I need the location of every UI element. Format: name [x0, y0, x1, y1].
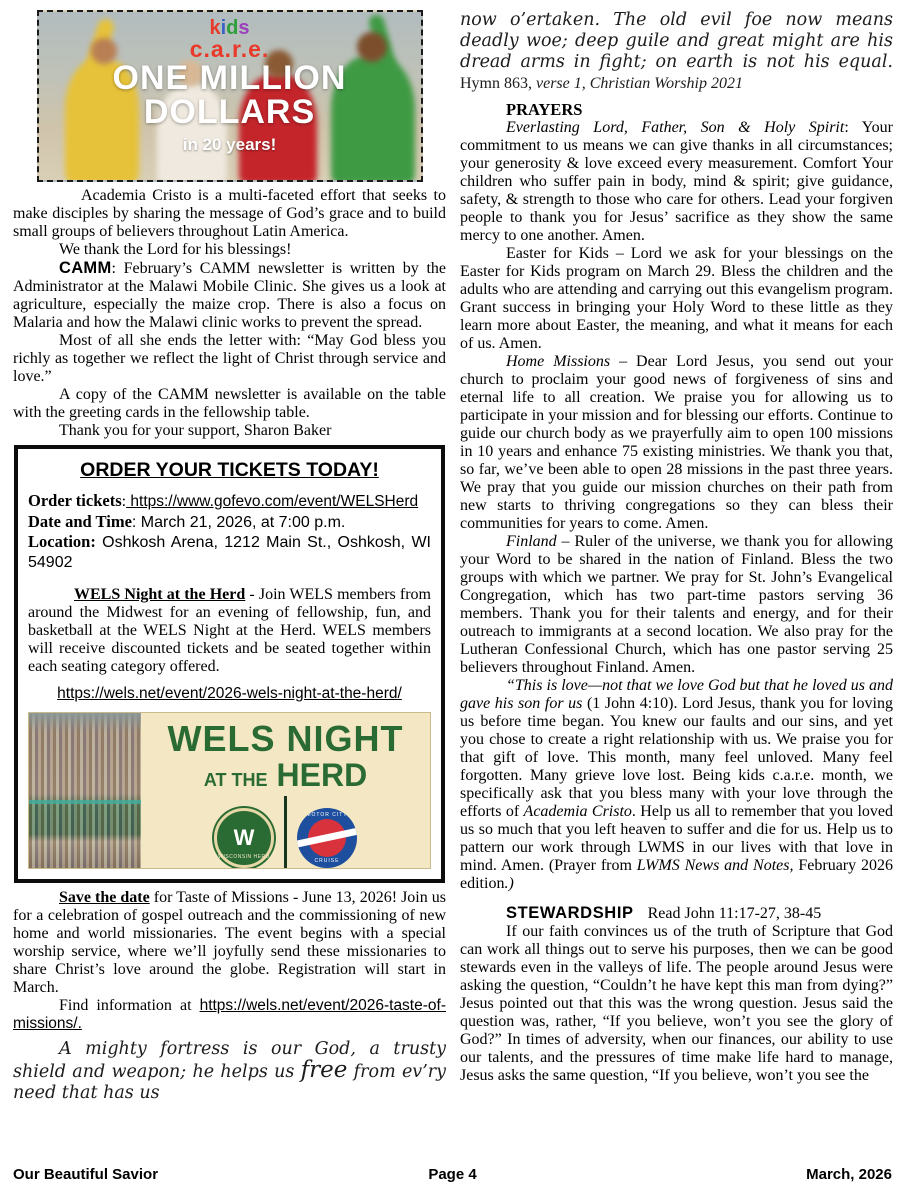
- date-time-label: Date and Time: [28, 511, 132, 531]
- kids-care-overlay: [39, 12, 421, 180]
- paragraph-academia-cristo: [13, 187, 446, 241]
- kids-logo-letter-i: i: [220, 17, 227, 39]
- academia-cristo-italic: Academia Cristo: [523, 803, 632, 820]
- text-run: : February’s CAMM newsletter is written by the Administrator at the Malawi Mobile Clinic. She gives us a look at agriculture, especially the maize crop. There is also a focus on Malaria and how the Malawi clinic works to prevent the spread.: [13, 260, 446, 331]
- stewardship-heading-line: [460, 904, 893, 923]
- text-run: A copy of the CAMM newsletter is available on the table with the greeting cards in the fellowship table.: [13, 386, 446, 421]
- text-run: – Dear Lord Jesus, you send out your church to proclaim your good news of forgiveness of sins and eternal life to all creation. We praise you for allowing us to participate in your mission and for blessing our efforts. Continue to guide our church body as we prayerfully aim to open 100 missions in 10 years and enhance 75 existing ministries. We thank you that, so far, we’ve been able to open 28 missions in the past three years. We pray that you guide our mission churches on their path from new starts to thriving congregations so they can bless their communities for years to come. Amen.: [460, 353, 893, 532]
- banner-text-area: [141, 713, 430, 868]
- motor-city-cruise-logo: [297, 808, 357, 868]
- paragraph-thanks: [13, 241, 446, 259]
- gofevo-link[interactable]: https://www.gofevo.com/event/WELSHerd: [126, 493, 419, 510]
- colon: :: [121, 493, 127, 510]
- headline-one-million: ONE MILLION: [112, 59, 347, 97]
- taste-of-missions-link[interactable]: https://wels.net/event/2026-taste-of-missions/.: [13, 997, 446, 1032]
- hymn-citation-italic: verse 1, Christian Worship 2021: [536, 75, 743, 92]
- text-run: Easter for Kids – Lord we ask for your blessings on the Easter for Kids program on March 29. Bless the children and the adults who are attending and carrying out this evangelism program. Grant success in bringing your Holy Word to these little as they learn more about Easter, the meaning, and what it means for each of us. Amen.: [460, 245, 893, 352]
- hymn-run: now o’ertaken. The old evil foe now means deadly woe; deep guile and great might are his dread arms in fight; on earth is not his equal.: [460, 10, 893, 72]
- stewardship-reading-ref: Read John 11:17-27, 38-45: [647, 905, 822, 922]
- hymn-citation: Hymn 863,: [460, 75, 536, 92]
- text-run: – Ruler of the universe, we thank you for allowing your Word to be shared in the nation of Finland. Bless the two groups with which we partner. We pray for St. John’s Evangelical Congregation, which has two part-time pastors serving 36 members. Thank you for their talents and energy, and for their outreach to immigrants at a second location. We also pray for the Lutheran Confessional Church, which has one pastor serving 25 believers throughout Finland. Amen.: [460, 533, 893, 676]
- page-footer: [13, 1166, 892, 1183]
- headline-dollars: DOLLARS: [143, 93, 316, 131]
- closing-paren-italic: .): [504, 875, 514, 892]
- stewardship-heading: STEWARDSHIP: [506, 904, 634, 922]
- location-line: [28, 532, 431, 572]
- hymn-run: A mighty fortress is our God, a trusty shield and weapon; he helps us: [13, 1039, 446, 1082]
- hymn-text-left: [13, 1039, 446, 1104]
- kids-logo-letter-s: s: [238, 17, 250, 39]
- herd-logo-text: WISCONSIN HERD: [218, 854, 270, 860]
- text-run: Find information at: [59, 997, 200, 1014]
- headline-years: in 20 years!: [182, 135, 277, 154]
- kids-logo-letter-k: k: [209, 17, 221, 39]
- text-run: . Help us all to remember that you loved us so much that you left heaven to suffer and die for us. Help us to pattern our work through LWMS in our lives with that love in mind. Amen. (Prayer from: [460, 803, 894, 874]
- paragraph-camm-copy: [13, 386, 446, 422]
- wels-night-link-line: [28, 685, 431, 703]
- text-run: : Your commitment to us means we can give thanks in all circumstances; your generosity & love exceed every measurement. Comfort Your children who suffer pain in body, mind & spirit; give guidance, safety, & strength to those who care for others. Lead your forgiven people to thank you for Jesus’ sacrifice as they show the same mercy to one another. Amen.: [460, 119, 893, 244]
- hymn-run: from ev’ry need that has us: [13, 1062, 447, 1103]
- text-run: Thank you for your support, Sharon Baker: [59, 422, 332, 439]
- paragraph-support: [13, 422, 446, 440]
- text-run: February 2026 edition: [460, 857, 894, 892]
- wels-night-link[interactable]: https://wels.net/event/2026-wels-night-at-the-herd/: [57, 685, 402, 702]
- text-run: - Join WELS members from around the Midwest for an evening of fellowship, fun, and basketball at the WELS Night at the Herd. WELS members will receive discounted tickets and be seated together within each seating category offered.: [28, 586, 432, 675]
- footer-date: March, 2026: [806, 1166, 892, 1183]
- paragraph-save-the-date: [13, 889, 446, 997]
- herd-logo-letter: W: [233, 825, 255, 850]
- hymn-text-right: [460, 10, 893, 94]
- text-run: (1 John 4:10). Lord Jesus, thank you for loving us before time began. You knew our faults and our sins, and yet you chose to create a right relationship with us. We praise you for that gift of love. This month, many feel unloved. Many feel forgotten. Many grieve love lost. Being kids c.a.r.e. month, we specifically ask that you bless many with your love through the efforts of: [460, 695, 894, 820]
- arena-rail: [29, 800, 141, 804]
- text-run: Academia Cristo is a multi-faceted effort that seeks to make disciples by sharing the message of God’s grace and to build small groups of believers throughout Latin America.: [13, 187, 446, 240]
- banner-title-line2: [204, 759, 367, 791]
- kids-logo-letter-d: d: [226, 17, 239, 39]
- cruise-logo-text-bottom: CRUISE: [314, 858, 340, 864]
- right-column: [460, 10, 893, 1104]
- care-logo-word: c.a.r.e.: [189, 36, 270, 62]
- cruise-logo-text-top: MOTOR CITY: [306, 812, 348, 818]
- logo-divider: [284, 796, 287, 869]
- prayer-this-is-love: [460, 677, 893, 893]
- wels-night-heading: WELS Night at the Herd: [74, 586, 246, 603]
- prayer-title-italic: Finland: [506, 533, 557, 550]
- save-the-date-label: Save the date: [59, 889, 150, 906]
- banner-herd: HERD: [276, 757, 368, 793]
- arena-crowd-photo: [29, 713, 141, 868]
- text-run: If our faith convinces us of the truth of Scripture that God can work all things out to serve his purposes, then we can be good stewards even in the valleys of life. The people around Jesus were asking the question, “Couldn’t he have kept this man from dying?” Jesus pointed out that this was the wrong question. Jesus said the question was, rather, “If you believe, won’t you see the glory of God?” In times of adversity, when our finances, our ability to use our talents, and the pressures of time make life hard to manage, Jesus asks the same question, “If you believe, won’t you see the: [460, 923, 893, 1084]
- wels-night-banner: [28, 712, 431, 869]
- banner-title-line1: WELS NIGHT: [167, 718, 404, 759]
- location-value: Oshkosh Arena, 1212 Main St., Oshkosh, WI 54902: [28, 534, 431, 571]
- footer-newsletter-name: Our Beautiful Savior: [13, 1166, 159, 1183]
- prayer-title-italic: Everlasting Lord, Father, Son & Holy Spirit: [506, 119, 845, 136]
- footer-page-number: Page 4: [428, 1166, 477, 1183]
- left-column: [13, 10, 446, 1104]
- banner-logos: [214, 796, 357, 869]
- prayer-finland: [460, 533, 893, 677]
- ticket-box-heading: ORDER YOUR TICKETS TODAY!: [80, 459, 379, 481]
- paragraph-wels-night: [28, 586, 431, 676]
- paragraph-camm: [13, 259, 446, 332]
- text-run: Most of all she ends the letter with: “May God bless you richly as together we reflect the light of Christ through service and love.”: [13, 332, 446, 385]
- order-tickets-line: [28, 491, 431, 512]
- prayer-everlasting: [460, 119, 893, 245]
- stewardship-body: [460, 923, 893, 1085]
- prayer-title-italic: Home Missions: [506, 353, 611, 370]
- text-run: We thank the Lord for his blessings!: [59, 241, 292, 258]
- paragraph-find-info: [13, 997, 446, 1033]
- kids-care-image: [37, 10, 423, 182]
- hymn-word-free: free: [300, 1057, 348, 1083]
- paragraph-letter-quote: [13, 332, 446, 386]
- camm-heading: CAMM: [59, 259, 112, 277]
- ticket-order-box: [14, 445, 445, 883]
- banner-at-the: AT THE: [203, 770, 268, 790]
- prayer-home-missions: [460, 353, 893, 533]
- location-label: Location:: [28, 532, 96, 551]
- scripture-quote-italic: “This is love—not that we love God but that he loved us and gave his son for us: [460, 677, 893, 712]
- wisconsin-herd-logo: [214, 808, 274, 868]
- prayers-heading: PRAYERS: [506, 100, 583, 119]
- prayer-easter-for-kids: [460, 245, 893, 353]
- order-tickets-label: Order tickets: [28, 491, 122, 510]
- date-time-line: [28, 512, 431, 533]
- date-time-value: : March 21, 2026, at 7:00 p.m.: [131, 513, 346, 531]
- text-run: for Taste of Missions - June 13, 2026! Join us for a celebration of gospel outreach and the commissioning of new home and world missionaries. The event begins with a special worship service, where we’ll joyfully send these missionaries to share Christ’s love around the globe. Registration will start in March.: [13, 889, 447, 996]
- lwms-news-italic: LWMS News and Notes,: [636, 857, 794, 874]
- kids-care-logo: [209, 18, 249, 38]
